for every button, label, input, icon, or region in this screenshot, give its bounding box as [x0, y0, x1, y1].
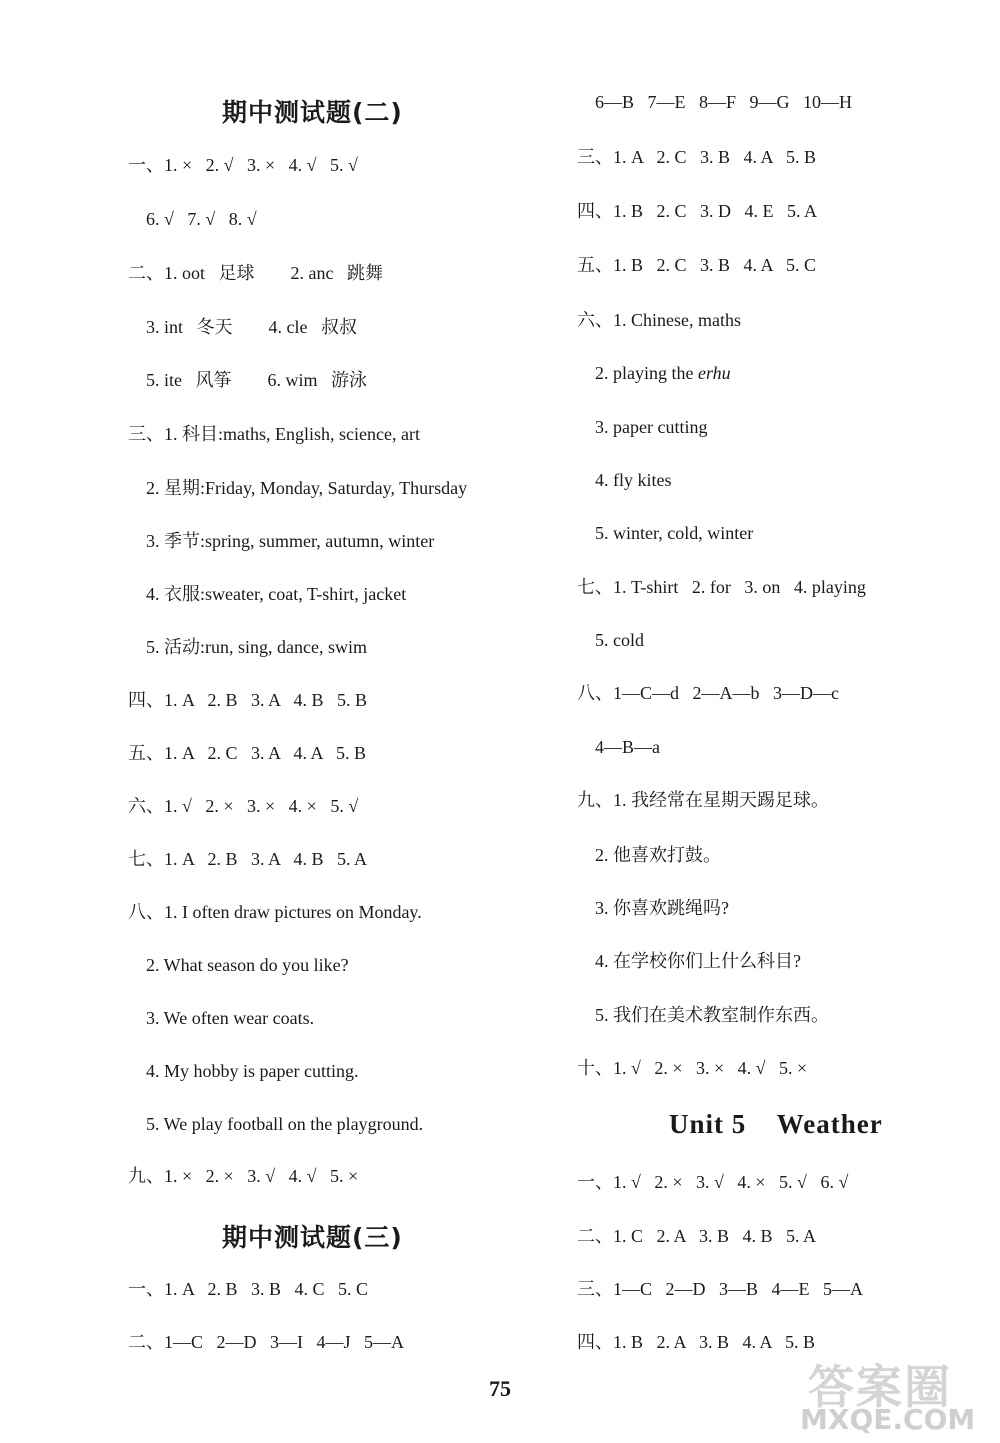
answer-line: 6. √ 7. √ 8. √: [128, 209, 257, 229]
answer-line: 4. 衣服:sweater, coat, T-shirt, jacket: [128, 584, 407, 604]
section-title-midterm-2: 期中测试题(二): [222, 98, 403, 127]
answer-line: 3. 季节:spring, summer, autumn, winter: [128, 531, 435, 551]
answer-line: 2. What season do you like?: [128, 955, 349, 975]
answer-line: 八、1. I often draw pictures on Monday.: [128, 902, 422, 922]
answer-line: 六、1. Chinese, maths: [577, 310, 741, 330]
answer-line: 5. 活动:run, sing, dance, swim: [128, 637, 367, 657]
answer-line: 2. playing the erhu: [577, 363, 731, 383]
answer-line: 一、1. √ 2. × 3. √ 4. × 5. √ 6. √: [577, 1172, 849, 1192]
answer-line: 九、1. × 2. × 3. √ 4. √ 5. ×: [128, 1166, 359, 1186]
answer-line: 4. fly kites: [577, 470, 672, 490]
answer-line: 八、1—C—d 2—A—b 3—D—c: [577, 683, 839, 703]
answer-line: 四、1. B 2. A 3. B 4. A 5. B: [577, 1332, 816, 1352]
answer-line: 3. 你喜欢跳绳吗?: [577, 898, 729, 918]
answer-line: 二、1. oot 足球 2. anc 跳舞: [128, 263, 383, 283]
answer-line: 3. int 冬天 4. cle 叔叔: [128, 317, 357, 337]
answer-line: 九、1. 我经常在星期天踢足球。: [577, 790, 829, 810]
watermark-cn-text: 答案圈: [808, 1360, 952, 1414]
answer-line: 5. winter, cold, winter: [577, 523, 754, 543]
answer-line: 2. 他喜欢打鼓。: [577, 845, 721, 865]
answer-line: 三、1. A 2. C 3. B 4. A 5. B: [577, 147, 817, 167]
answer-line: 6—B 7—E 8—F 9—G 10—H: [577, 92, 853, 112]
answer-line: 2. 星期:Friday, Monday, Saturday, Thursday: [128, 478, 468, 498]
answer-line: 七、1. T-shirt 2. for 3. on 4. playing: [577, 577, 866, 597]
answer-line: 二、1. C 2. A 3. B 4. B 5. A: [577, 1226, 817, 1246]
answer-line: 七、1. A 2. B 3. A 4. B 5. A: [128, 849, 368, 869]
answer-line: 5. We play football on the playground.: [128, 1114, 424, 1134]
answer-line: 四、1. A 2. B 3. A 4. B 5. B: [128, 690, 368, 710]
answer-line: 五、1. B 2. C 3. B 4. A 5. C: [577, 255, 817, 275]
answer-line: 4—B—a: [577, 737, 660, 757]
answer-line: 三、1—C 2—D 3—B 4—E 5—A: [577, 1279, 864, 1299]
section-title-unit-5: Unit 5 Weather: [669, 1109, 883, 1139]
answer-line: 二、1—C 2—D 3—I 4—J 5—A: [128, 1332, 405, 1352]
answer-line: 5. cold: [577, 630, 644, 650]
answer-line: 五、1. A 2. C 3. A 4. A 5. B: [128, 743, 367, 763]
answer-line: 一、1. A 2. B 3. B 4. C 5. C: [128, 1279, 369, 1299]
answer-line: 3. We often wear coats.: [128, 1008, 315, 1028]
answer-line: 5. 我们在美术教室制作东西。: [577, 1005, 829, 1025]
answer-line: 十、1. √ 2. × 3. × 4. √ 5. ×: [577, 1058, 808, 1078]
answer-line: 三、1. 科目:maths, English, science, art: [128, 424, 420, 444]
answer-line: 四、1. B 2. C 3. D 4. E 5. A: [577, 201, 818, 221]
section-title-midterm-3: 期中测试题(三): [222, 1223, 403, 1252]
page-number: 75: [489, 1376, 511, 1401]
answer-line: 5. ite 风筝 6. wim 游泳: [128, 370, 367, 390]
answer-line: 六、1. √ 2. × 3. × 4. × 5. √: [128, 796, 359, 816]
answer-line: 4. 在学校你们上什么科目?: [577, 951, 801, 971]
answer-line: 3. paper cutting: [577, 417, 708, 437]
answer-line: 4. My hobby is paper cutting.: [128, 1061, 359, 1081]
watermark-logo: [792, 1347, 992, 1437]
answer-line: 一、1. × 2. √ 3. × 4. √ 5. √: [128, 155, 358, 175]
erhu-italic: erhu: [697, 363, 731, 383]
watermark-url-text: MXQE.COM: [800, 1403, 976, 1436]
